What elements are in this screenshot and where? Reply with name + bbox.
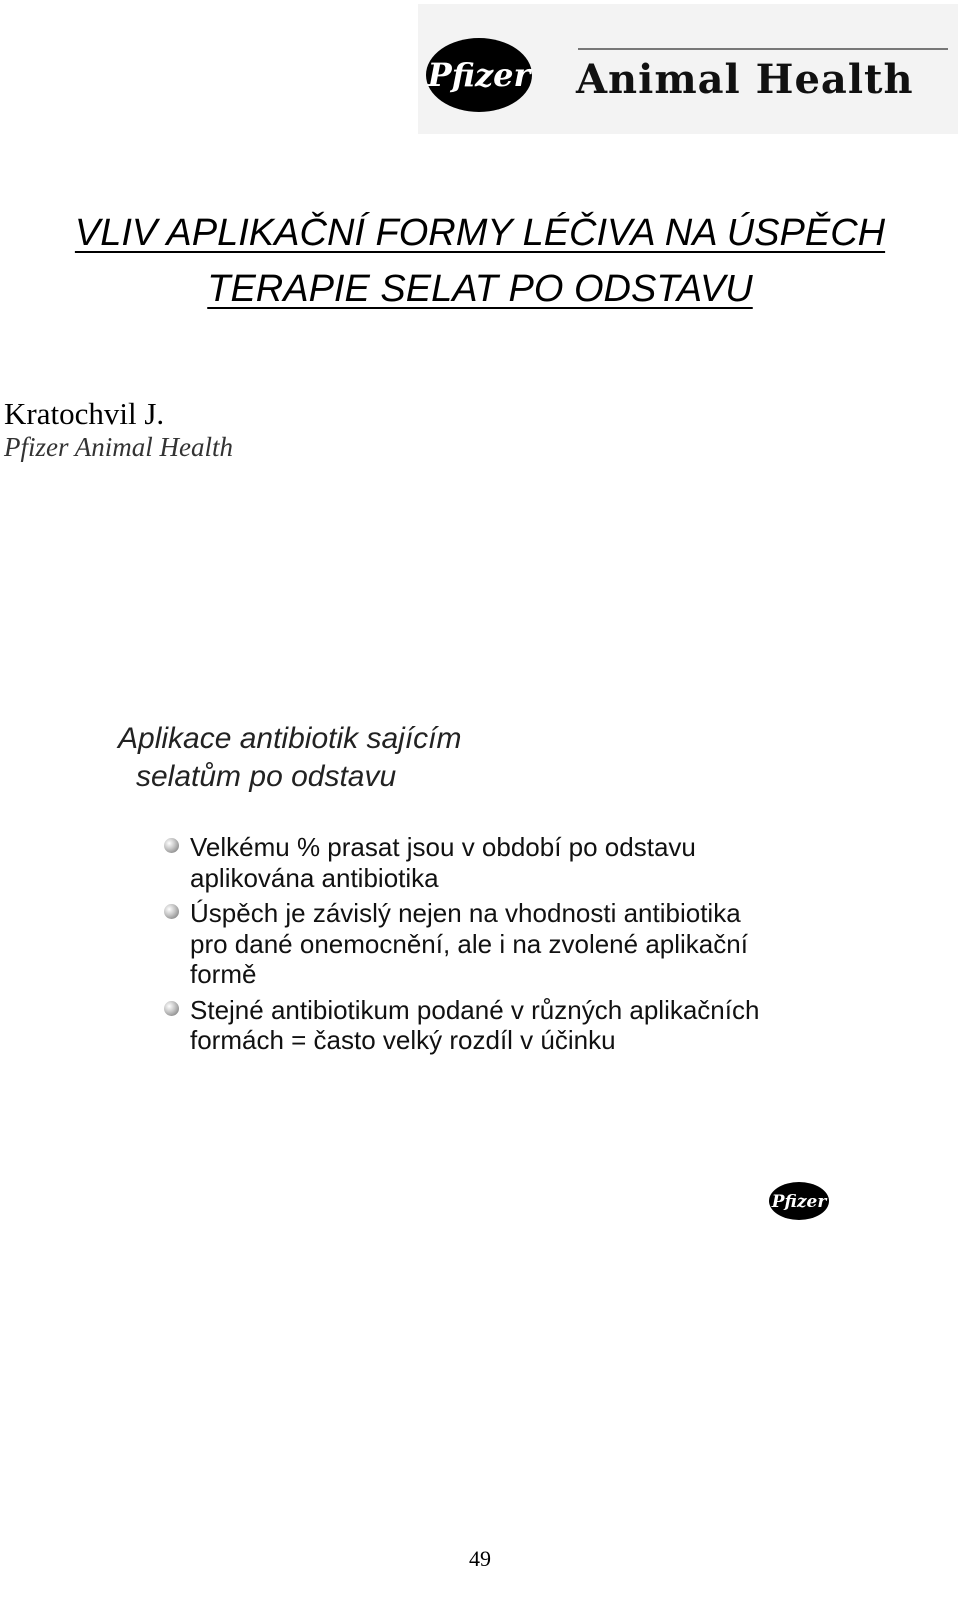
bullet-text: Úspěch je závislý nejen na vhodnosti antibiotika pro dané onemocnění, ale i na zvolené aplikační formě — [190, 898, 748, 989]
logo-brand-text: Pfizer — [427, 56, 531, 94]
pfizer-logo-icon — [424, 36, 534, 114]
bullet-item — [164, 995, 784, 1056]
document-title-line-2: TERAPIE SELAT PO ODSTAVU — [207, 268, 753, 310]
author-affiliation: Pfizer Animal Health — [4, 432, 233, 462]
slide-heading-line-2: selatům po odstavu — [136, 760, 397, 793]
bullet-text: Stejné antibiotikum podané v různých aplikačních formách = často velký rozdíl v účinku — [190, 994, 760, 1055]
slide-bullet-list — [164, 832, 784, 1061]
page-number: 49 — [469, 1546, 491, 1571]
slide-heading — [118, 720, 461, 796]
bullet-item — [164, 832, 784, 893]
bullet-icon — [164, 1001, 179, 1016]
document-title-line-1: VLIV APLIKAČNÍ FORMY LÉČIVA NA ÚSPĚCH — [74, 212, 886, 254]
bullet-icon — [164, 838, 179, 853]
header-logo — [418, 4, 958, 134]
bullet-icon — [164, 904, 179, 919]
bullet-item — [164, 898, 784, 990]
pfizer-small-logo-icon — [768, 1180, 830, 1222]
small-logo-text: Pfizer — [771, 1192, 827, 1212]
bullet-text: Velkému % prasat jsou v období po odstavu aplikována antibiotika — [190, 832, 696, 893]
author-name: Kratochvil J. — [4, 396, 165, 431]
slide-heading-line-1: Aplikace antibiotik sajícím — [118, 722, 462, 755]
logo-division-text: Animal Health — [576, 56, 914, 103]
logo-rule — [578, 48, 948, 50]
